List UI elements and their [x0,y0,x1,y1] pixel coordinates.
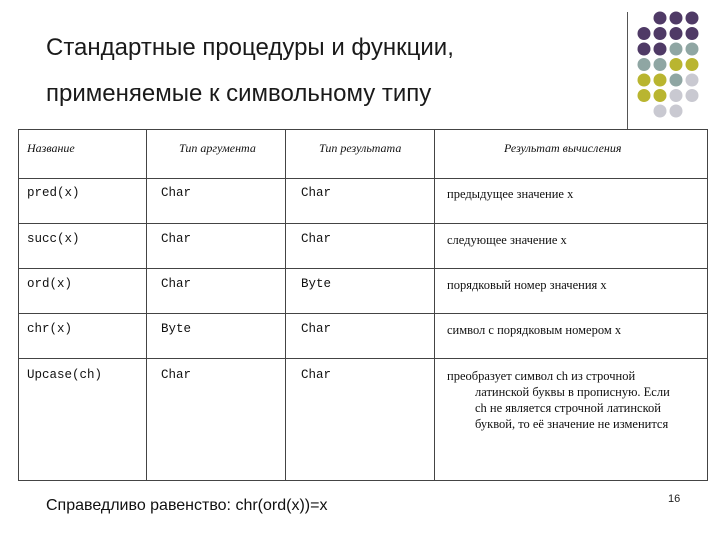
decorative-dot [654,89,667,102]
decorative-dot [638,74,651,87]
arg-type: Char [161,277,192,291]
slide-title-line2: применяемые к символьному типу [46,80,432,107]
decorative-dot [638,89,651,102]
result-type: Char [301,322,332,336]
decorative-dot [670,74,683,87]
header-result-type: Тип результата [319,141,402,155]
header-name: Название [27,141,75,155]
result-desc: предыдущее значение x [447,187,574,201]
decorative-vertical-line [627,12,628,130]
page-number: 16 [668,493,681,505]
decorative-dot [670,105,683,118]
decorative-dot [654,27,667,40]
result-type: Char [301,186,332,200]
decorative-dot [654,105,667,118]
decorative-dot [638,43,651,56]
result-type: Byte [301,277,332,291]
func-name: ord(x) [27,277,73,291]
decorative-dot [654,74,667,87]
decorative-dot [670,89,683,102]
header-result-calc: Результат вычисления [504,141,622,155]
result-desc-line: латинской буквы в прописную. Если [475,385,670,399]
result-type: Char [301,232,332,246]
table-row [19,313,707,337]
decorative-dot [670,43,683,56]
result-desc: порядковый номер значения x [447,278,607,292]
result-desc: символ с порядковым номером x [447,323,622,337]
func-name: succ(x) [27,232,80,246]
decorative-dot [686,43,699,56]
arg-type: Char [161,232,192,246]
arg-type: Char [161,186,192,200]
decorative-dot [654,12,667,25]
table-row [19,223,707,247]
decorative-dot [686,89,699,102]
arg-type: Char [161,368,192,382]
result-desc: следующее значение x [447,233,567,247]
result-desc-line: преобразует символ ch из строчной [447,369,636,383]
footer-note: Справедливо равенство: chr(ord(x))=x [46,497,328,514]
decorative-dot [670,12,683,25]
decorative-dot [686,58,699,71]
decorative-dot [638,58,651,71]
result-desc-line: ch не является строчной латинской [475,401,661,415]
decorative-dot [686,12,699,25]
decorative-dots [636,10,716,120]
functions-table [18,129,708,481]
decorative-dot [670,58,683,71]
decorative-dot [654,43,667,56]
table-row [19,268,707,292]
slide-title-line1: Стандартные процедуры и функции, [46,34,454,61]
table-row [19,178,707,201]
func-name: pred(x) [27,186,80,200]
header-arg-type: Тип аргумента [179,141,256,155]
decorative-dot [686,27,699,40]
decorative-dot [686,74,699,87]
arg-type: Byte [161,322,192,336]
result-type: Char [301,368,332,382]
decorative-dot [670,27,683,40]
decorative-dot [638,27,651,40]
result-desc-line: буквой, то её значение не изменится [475,417,669,431]
func-name: chr(x) [27,322,73,336]
table-row [19,358,707,480]
result-desc [447,368,697,432]
func-name: Upcase(ch) [27,368,103,382]
decorative-dot [654,58,667,71]
